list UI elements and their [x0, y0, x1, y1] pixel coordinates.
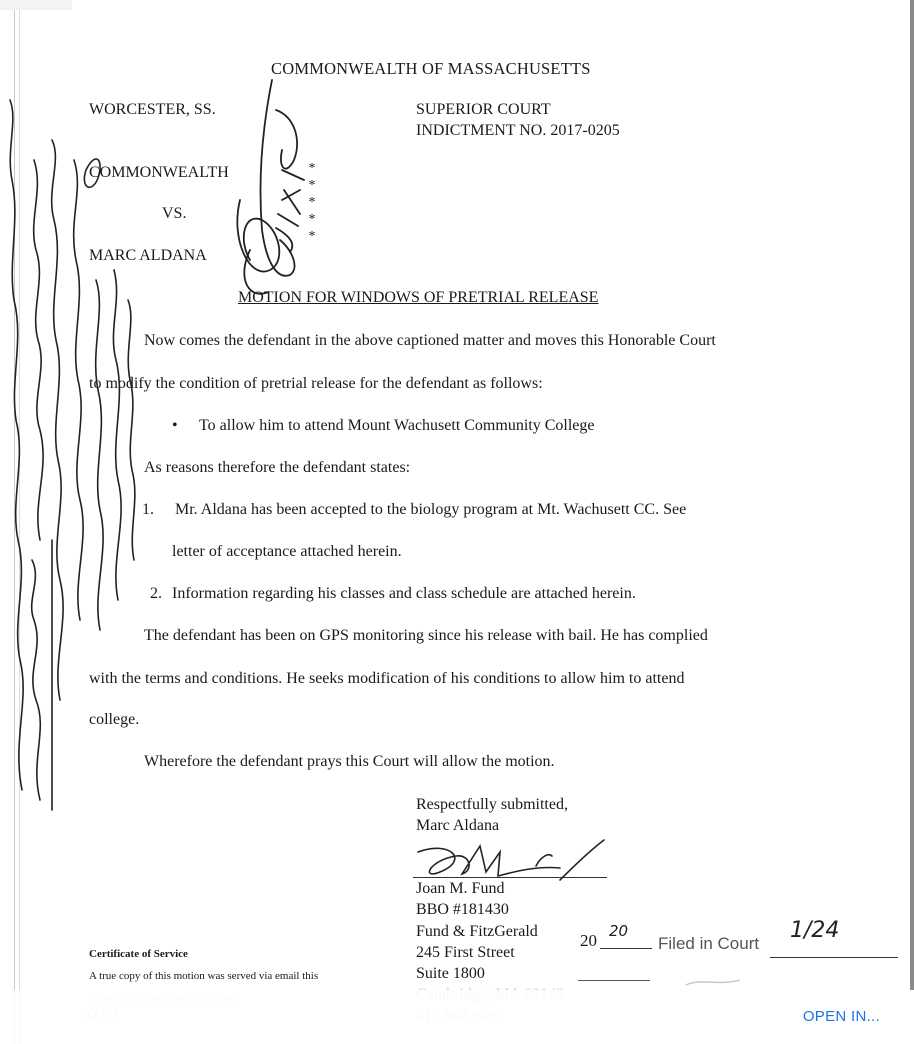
- signature-stroke: [536, 855, 552, 866]
- indictment-number: INDICTMENT NO. 2017-0205: [416, 122, 620, 139]
- signature-stroke: [560, 840, 604, 880]
- margin-stroke: [84, 159, 100, 187]
- margin-stroke: [32, 560, 41, 800]
- attorney-signature-strokes: [418, 840, 604, 880]
- margin-stroke: [34, 160, 43, 540]
- bbo-number: BBO #181430: [416, 901, 509, 918]
- margin-stroke: [74, 160, 83, 620]
- initial-stroke: [237, 200, 279, 272]
- bullet-marker: •: [172, 417, 178, 434]
- caption-versus: VS.: [162, 205, 187, 222]
- reason-2-line-1: Information regarding his classes and class schedule are attached herein.: [172, 585, 636, 602]
- client-name: Marc Aldana: [416, 817, 500, 834]
- county-label: WORCESTER, SS.: [89, 101, 216, 118]
- judge-initials-strokes: [237, 80, 304, 294]
- caption-star: *: [308, 229, 316, 244]
- initial-stroke: [276, 110, 297, 169]
- intro-paragraph-line-2: to modify the condition of pretrial release for the defendant as follows:: [89, 375, 543, 392]
- open-in-button[interactable]: OPEN IN...: [802, 1008, 880, 1025]
- margin-stroke: [52, 140, 63, 700]
- margin-stroke: [96, 280, 103, 630]
- caption-plaintiff: COMMONWEALTH: [89, 164, 229, 181]
- initial-stroke: [260, 80, 294, 276]
- caption-star: *: [308, 161, 316, 176]
- caption-star: *: [308, 195, 316, 210]
- reason-number-2: 2.: [150, 585, 162, 602]
- firm-suite: Suite 1800: [416, 965, 485, 982]
- wherefore-paragraph: Wherefore the defendant prays this Court will allow the motion.: [144, 753, 555, 770]
- viewer-bottom-bar: [0, 990, 914, 1044]
- certificate-title: Certificate of Service: [89, 948, 188, 960]
- reason-1-line-2: letter of acceptance attached herein.: [172, 543, 402, 560]
- filed-in-court-label: Filed in Court: [658, 934, 760, 953]
- motion-title: MOTION FOR WINDOWS OF PRETRIAL RELEASE: [238, 289, 599, 306]
- filed-year-prefix: 20: [580, 931, 597, 950]
- clerk-stroke: [686, 980, 740, 985]
- reasons-intro: As reasons therefore the defendant states:: [144, 459, 411, 476]
- firm-street: 245 First Street: [416, 944, 515, 961]
- margin-stroke: [10, 100, 23, 790]
- reason-number-1: 1.: [142, 501, 154, 518]
- caption-star: *: [308, 178, 316, 193]
- firm-name: Fund & FitzGerald: [416, 923, 538, 940]
- request-bullet: To allow him to attend Mount Wachusett Community College: [199, 417, 595, 434]
- certificate-text: A true copy of this motion was served via email this: [89, 970, 319, 982]
- court-name: SUPERIOR COURT: [416, 101, 551, 118]
- attorney-name: Joan M. Fund: [416, 880, 505, 897]
- closing: Respectfully submitted,: [416, 796, 568, 813]
- margin-stroke: [113, 270, 121, 600]
- gps-paragraph-line-1: The defendant has been on GPS monitoring since his release with bail. He has complied: [144, 627, 708, 644]
- filed-date-handwritten: 1/24: [790, 918, 840, 943]
- margin-stroke: [128, 300, 135, 560]
- gps-paragraph-line-2: with the terms and conditions. He seeks modification of his conditions to allow him to attend: [89, 670, 685, 687]
- filed-year-handwritten: 20: [609, 922, 629, 940]
- document-heading: COMMONWEALTH OF MASSACHUSETTS: [271, 59, 591, 78]
- caption-star: *: [308, 212, 316, 227]
- clerk-scribble-strokes: [686, 980, 740, 985]
- margin-note-strokes: [10, 100, 135, 810]
- caption-defendant: MARC ALDANA: [89, 247, 207, 264]
- gps-paragraph-line-3: college.: [89, 711, 140, 728]
- intro-paragraph-line-1: Now comes the defendant in the above captioned matter and moves this Honorable Court: [144, 332, 716, 349]
- reason-1-line-1: Mr. Aldana has been accepted to the biology program at Mt. Wachusett CC. See: [175, 501, 687, 518]
